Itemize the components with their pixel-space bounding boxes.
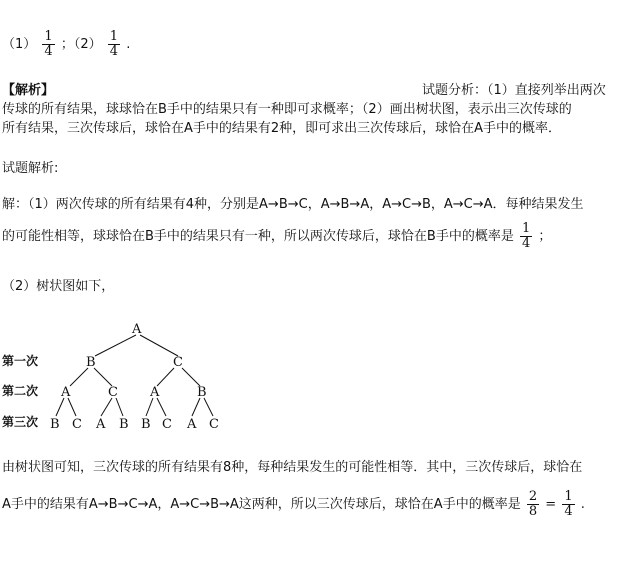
tree-edge [94, 368, 112, 386]
answer-separator: ；（2） [60, 37, 102, 52]
tree-intro: （2）树状图如下， [2, 279, 115, 294]
fraction-denominator: 4 [44, 44, 53, 59]
tree-edge [146, 398, 153, 416]
tree-node-l3: B [50, 417, 60, 432]
conclusion-line-2-text: A手中的结果有A→B→C→A，A→C→B→A这两种，所以三次传球后，球恰在A手中的概率是 [2, 497, 521, 512]
solution-line-2-text: 的可能性相等，球球恰在B手中的结果只有一种，所以两次传球后，球恰在B手中的概率是 [2, 229, 514, 244]
tree-edge [56, 398, 64, 416]
tree-edge [182, 368, 200, 386]
tree-row-label-2: 第二次 [2, 384, 39, 398]
fraction-denominator: 4 [521, 236, 531, 251]
tree-node-l2: C [108, 385, 118, 400]
analysis-line-3: 所有结果，三次传球后，球恰在A手中的结果有2种，即可求出三次传球后，球恰在A手中的概率． [2, 121, 562, 136]
tree-edge [204, 398, 213, 416]
answer-fraction-1 [42, 30, 54, 59]
fraction-numerator: 1 [109, 29, 119, 44]
tree-edge [116, 398, 123, 416]
tree-node-l3: C [72, 417, 82, 432]
tree-node-l3: C [162, 417, 172, 432]
solution-line-1: 解：（1）两次传球的所有结果有4种，分别是A→B→C，A→B→A，A→C→B，A→C→A．每种结果发生 [2, 197, 584, 212]
tree-edge [101, 398, 112, 416]
tree-edge [70, 368, 88, 386]
tree-edge [68, 398, 76, 416]
solution-heading: 试题解析: [2, 161, 59, 176]
fraction-denominator: 8 [528, 504, 538, 519]
tree-node-l3: B [141, 417, 151, 432]
tree-diagram [0, 318, 630, 438]
conclusion-line-1: 由树状图可知，三次传球的所有结果有8种，每种结果发生的可能性相等．其中，三次传球后，球恰在 [2, 460, 583, 475]
answer-fraction-2 [108, 30, 120, 59]
fraction-numerator: 2 [528, 489, 538, 504]
fraction-numerator: 1 [521, 221, 531, 236]
fraction-numerator: 1 [44, 29, 53, 44]
tree-node-l3: B [119, 417, 129, 432]
tree-node-root: A [132, 322, 142, 337]
solution-line-2 [2, 222, 551, 251]
tree-edge [95, 335, 136, 356]
conclusion-end: . [580, 497, 585, 512]
analysis-header: 【解析】 [2, 83, 55, 98]
conclusion-line-2 [2, 490, 585, 519]
solution-fraction [520, 222, 532, 251]
tree-node-l1: C [173, 355, 183, 370]
tree-edge [192, 398, 200, 416]
tree-node-l1: B [86, 355, 96, 370]
conclusion-fraction-2 [562, 490, 574, 519]
answer-part1-label: （1） [2, 37, 37, 52]
tree-node-l3: A [187, 417, 197, 432]
fraction-denominator: 4 [109, 44, 119, 59]
tree-edge [157, 368, 174, 386]
analysis-line-2: 传球的所有结果，球球恰在B手中的结果只有一种即可求概率；（2）画出树状图，表示出三次传球的 [2, 102, 572, 117]
tree-node-l2: A [61, 385, 71, 400]
equals-sign: = [545, 497, 557, 512]
tree-row-label-1: 第一次 [2, 354, 39, 368]
tree-edge [157, 398, 166, 416]
solution-line-2-end: ； [538, 229, 552, 244]
tree-row-label-3: 第三次 [2, 415, 39, 429]
fraction-numerator: 1 [564, 489, 573, 504]
answer-line [2, 30, 130, 59]
conclusion-fraction-1 [527, 490, 539, 519]
analysis-intro: 试题分析：（1）直接列举出两次 [422, 83, 606, 98]
tree-node-l2: A [150, 385, 160, 400]
tree-node-l3: C [209, 417, 219, 432]
answer-end: . [126, 37, 131, 52]
tree-edge [140, 335, 178, 356]
tree-node-l3: A [96, 417, 106, 432]
fraction-denominator: 4 [564, 504, 573, 519]
tree-node-l2: B [197, 385, 207, 400]
